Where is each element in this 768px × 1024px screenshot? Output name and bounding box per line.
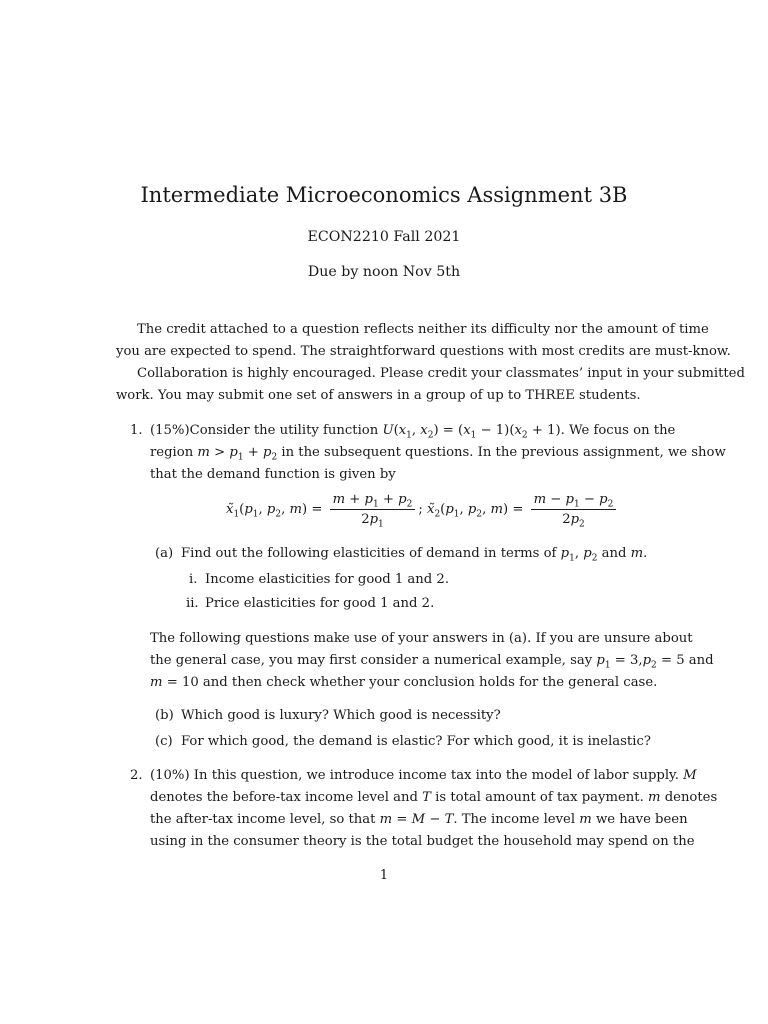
- q2-line-1: (10%) In this question, we introduce income tax into the model of labor supply. M: [150, 768, 697, 783]
- q1c-text: For which good, the demand is elastic? For which good, it is inelastic?: [181, 734, 651, 749]
- q2-line-2: denotes the before-tax income level and T is total amount of tax payment. m denotes: [150, 790, 718, 805]
- page-title: Intermediate Microeconomics Assignment 3B: [140, 183, 628, 207]
- q1b-text: Which good is luxury? Which good is necessity?: [181, 708, 501, 723]
- q1-number: 1.: [130, 423, 143, 438]
- q1c-label: (c): [155, 734, 173, 749]
- q1-line-3: that the demand function is given by: [150, 467, 396, 482]
- q1a-ii-text: Price elasticities for good 1 and 2.: [205, 596, 435, 611]
- note-line-2: the general case, you may first consider a numerical example, say $p_1 = 3,p_2 = 5$ and: [150, 653, 714, 671]
- q1-line-2: region $m > p_1 + p_2$ in the subsequent questions. In the previous assignment, we show: [150, 445, 726, 463]
- due-date: Due by noon Nov 5th: [307, 264, 461, 280]
- intro-line-3: Collaboration is highly encouraged. Please credit your classmates’ input in your submitted: [137, 366, 745, 381]
- q1a-text: Find out the following elasticities of demand in terms of: [181, 546, 557, 561]
- q2-number: 2.: [130, 768, 143, 783]
- q1a-i-text: Income elasticities for good 1 and 2.: [205, 572, 450, 587]
- page-number: 1: [379, 868, 389, 883]
- intro-line-2: you are expected to spend. The straightforward questions with most credits are must-know.: [116, 344, 731, 359]
- demand-equation: $x̃_1(p_1$, $p_2$, m) = $\frac{m + p_1 + p_2}{2p_1}$ ; $x̃_2(p_1$, $p_2$, m) = $\frac{m - p_1 - p_2}{2p_2}$: [226, 492, 619, 527]
- note-line-1: The following questions make use of your answers in (a). If you are unsure about: [150, 631, 693, 646]
- intro-line-4: work. You may submit one set of answers in a group of up to THREE students.: [116, 388, 641, 403]
- q2-line-4: using in the consumer theory is the total budget the household may spend on the: [150, 834, 695, 849]
- q1a-i-label: i.: [189, 572, 198, 587]
- course-code: ECON2210 Fall 2021: [307, 229, 461, 245]
- intro-line-1: The credit attached to a question reflects neither its difficulty nor the amount of time: [137, 322, 709, 337]
- q2-line-3: the after-tax income level, so that m = M − T. The income level m we have been: [150, 812, 688, 827]
- q1-line-1: (15%)Consider the utility function $U(x_1$, $x_2) = (x_1 - 1)(x_2 + 1)$. We focus on the: [150, 423, 676, 441]
- note-line-3: m = 10 and then check whether your conclusion holds for the general case.: [150, 675, 658, 690]
- q1a-label: (a): [155, 546, 174, 561]
- q1a-line: Find out the following elasticities of demand in terms of $p_1$, $p_2$ and m.: [181, 546, 648, 564]
- q1a-ii-label: ii.: [186, 596, 199, 611]
- q1b-label: (b): [155, 708, 174, 723]
